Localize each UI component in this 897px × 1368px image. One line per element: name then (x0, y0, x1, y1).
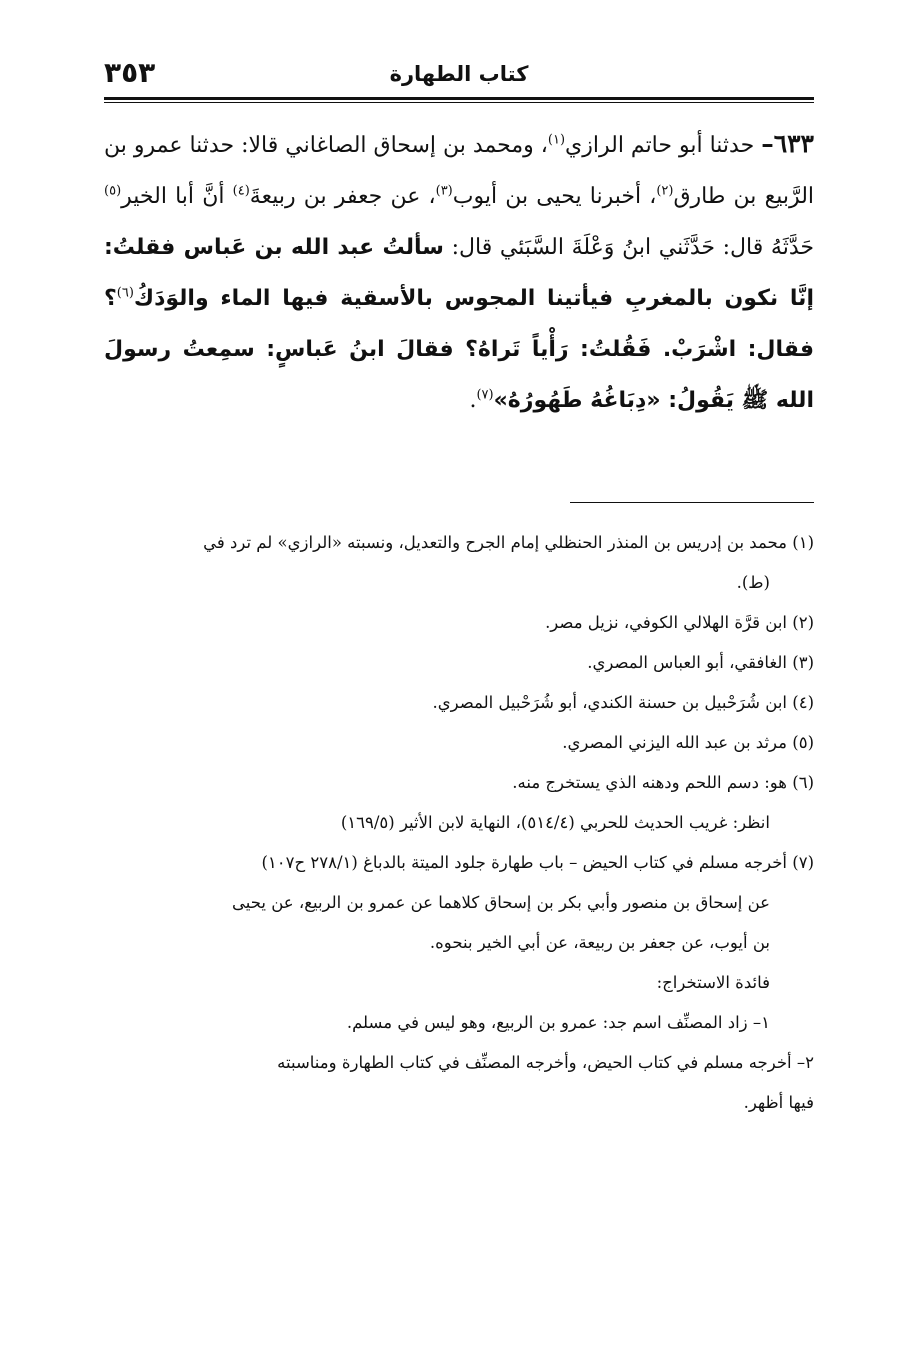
footnote-7-point-2-cont: فيها أظهر. (743, 1093, 814, 1112)
matn-text: سألتُ عبد الله بن عَباس فقلتُ: إنَّا نكون بالمغربِ فيأتينا المجوس بالأسقية فيها الماء والوَدَكُ (104, 235, 814, 311)
footnote-1: (١) محمد بن إدريس بن المنذر الحنظلي إمام الجرح والتعديل، ونسبته «الرازي» لم ترد في (203, 533, 814, 552)
footnote-7-cont: عن إسحاق بن منصور وأبي بكر بن إسحاق كلاهما عن عمرو بن الربيع، عن يحيى (232, 893, 770, 912)
footnote-6: (٦) هو: دسم اللحم ودهنه الذي يستخرج منه. (512, 773, 814, 792)
matn-text: ؟ فقال: اشْرَبْ. فَقُلتُ: رَأْياً تَراهُ؟ فقالَ ابنُ عَباسٍ: سمِعتُ رسولَ الله ﷺ يَقُولُ: «دِبَاغُهُ طَهُورُهُ» (104, 286, 814, 413)
isnad-part: حَدَّثَهُ قال: حَدَّثَني ابنُ وَعْلَةَ السَّبَئي قال: (443, 235, 814, 260)
hadith-paragraph (104, 118, 814, 426)
footnote-separator (570, 502, 814, 503)
isnad-part: أنَّ أبا الخير (121, 184, 233, 209)
footnote-4: (٤) ابن شُرَحْبيل بن حسنة الكندي، أبو شُرَحْبيل المصري. (432, 693, 814, 712)
footnote-ref[interactable]: (٥) (104, 183, 122, 199)
footnote-ref[interactable]: (٧) (476, 387, 494, 403)
header-rule-thin (104, 102, 814, 103)
footnote-7-point-2: ٢– أخرجه مسلم في كتاب الحيض، وأخرجه المصنِّف في كتاب الطهارة ومناسبته (277, 1053, 814, 1072)
page-header (104, 56, 814, 96)
footnote-1-cont: (ط). (736, 573, 770, 592)
hadith-number: ٦٣٣– (761, 129, 814, 158)
page-number: ٣٥٣ (104, 56, 156, 89)
footnote-7: (٧) أخرجه مسلم في كتاب الحيض – باب طهارة جلود الميتة بالدباغ (٢٧٨/١ ح١٠٧) (261, 853, 814, 872)
footnote-5: (٥) مرثد بن عبد الله اليزني المصري. (562, 733, 814, 752)
footnote-6-cont: انظر: غريب الحديث للحربي (٥١٤/٤)، النهاية لابن الأثير (١٦٩/٥) (340, 813, 770, 832)
footnote-7-cont: بن أيوب، عن جعفر بن ربيعة، عن أبي الخير بنحوه. (429, 933, 770, 952)
footnote-ref[interactable]: (٦) (116, 285, 134, 301)
footnotes (104, 523, 814, 1123)
footnote-7-point-1: ١– زاد المصنِّف اسم جد: عمرو بن الربيع، وهو ليس في مسلم. (346, 1013, 770, 1032)
hadith-text (104, 118, 814, 426)
footnote-2: (٢) ابن قرَّة الهلالي الكوفي، نزيل مصر. (545, 613, 814, 632)
book-title: كتاب الطهارة (389, 62, 529, 86)
footnote-ref[interactable]: (٤) (232, 183, 250, 199)
isnad-part: حدثنا أبو حاتم الرازي (565, 133, 762, 158)
isnad-part: ، عن جعفر بن ربيعةَ (249, 184, 436, 209)
footnote-ref[interactable]: (١) (547, 132, 566, 148)
header-rule (104, 97, 814, 100)
footnote-3: (٣) الغافقي، أبو العباس المصري. (587, 653, 814, 672)
footnote-ref[interactable]: (٣) (435, 183, 453, 199)
footnote-ref[interactable]: (٢) (656, 183, 674, 199)
end-mark: . (469, 388, 477, 413)
footnote-7-heading: فائدة الاستخراج: (656, 973, 770, 992)
isnad-part: ، ومحمد بن إسحاق الصاغاني قالا: حدثنا عمرو بن الرَّبيع بن طارق (104, 133, 815, 209)
isnad-part: ، أخبرنا يحيى بن أيوب (452, 184, 657, 209)
